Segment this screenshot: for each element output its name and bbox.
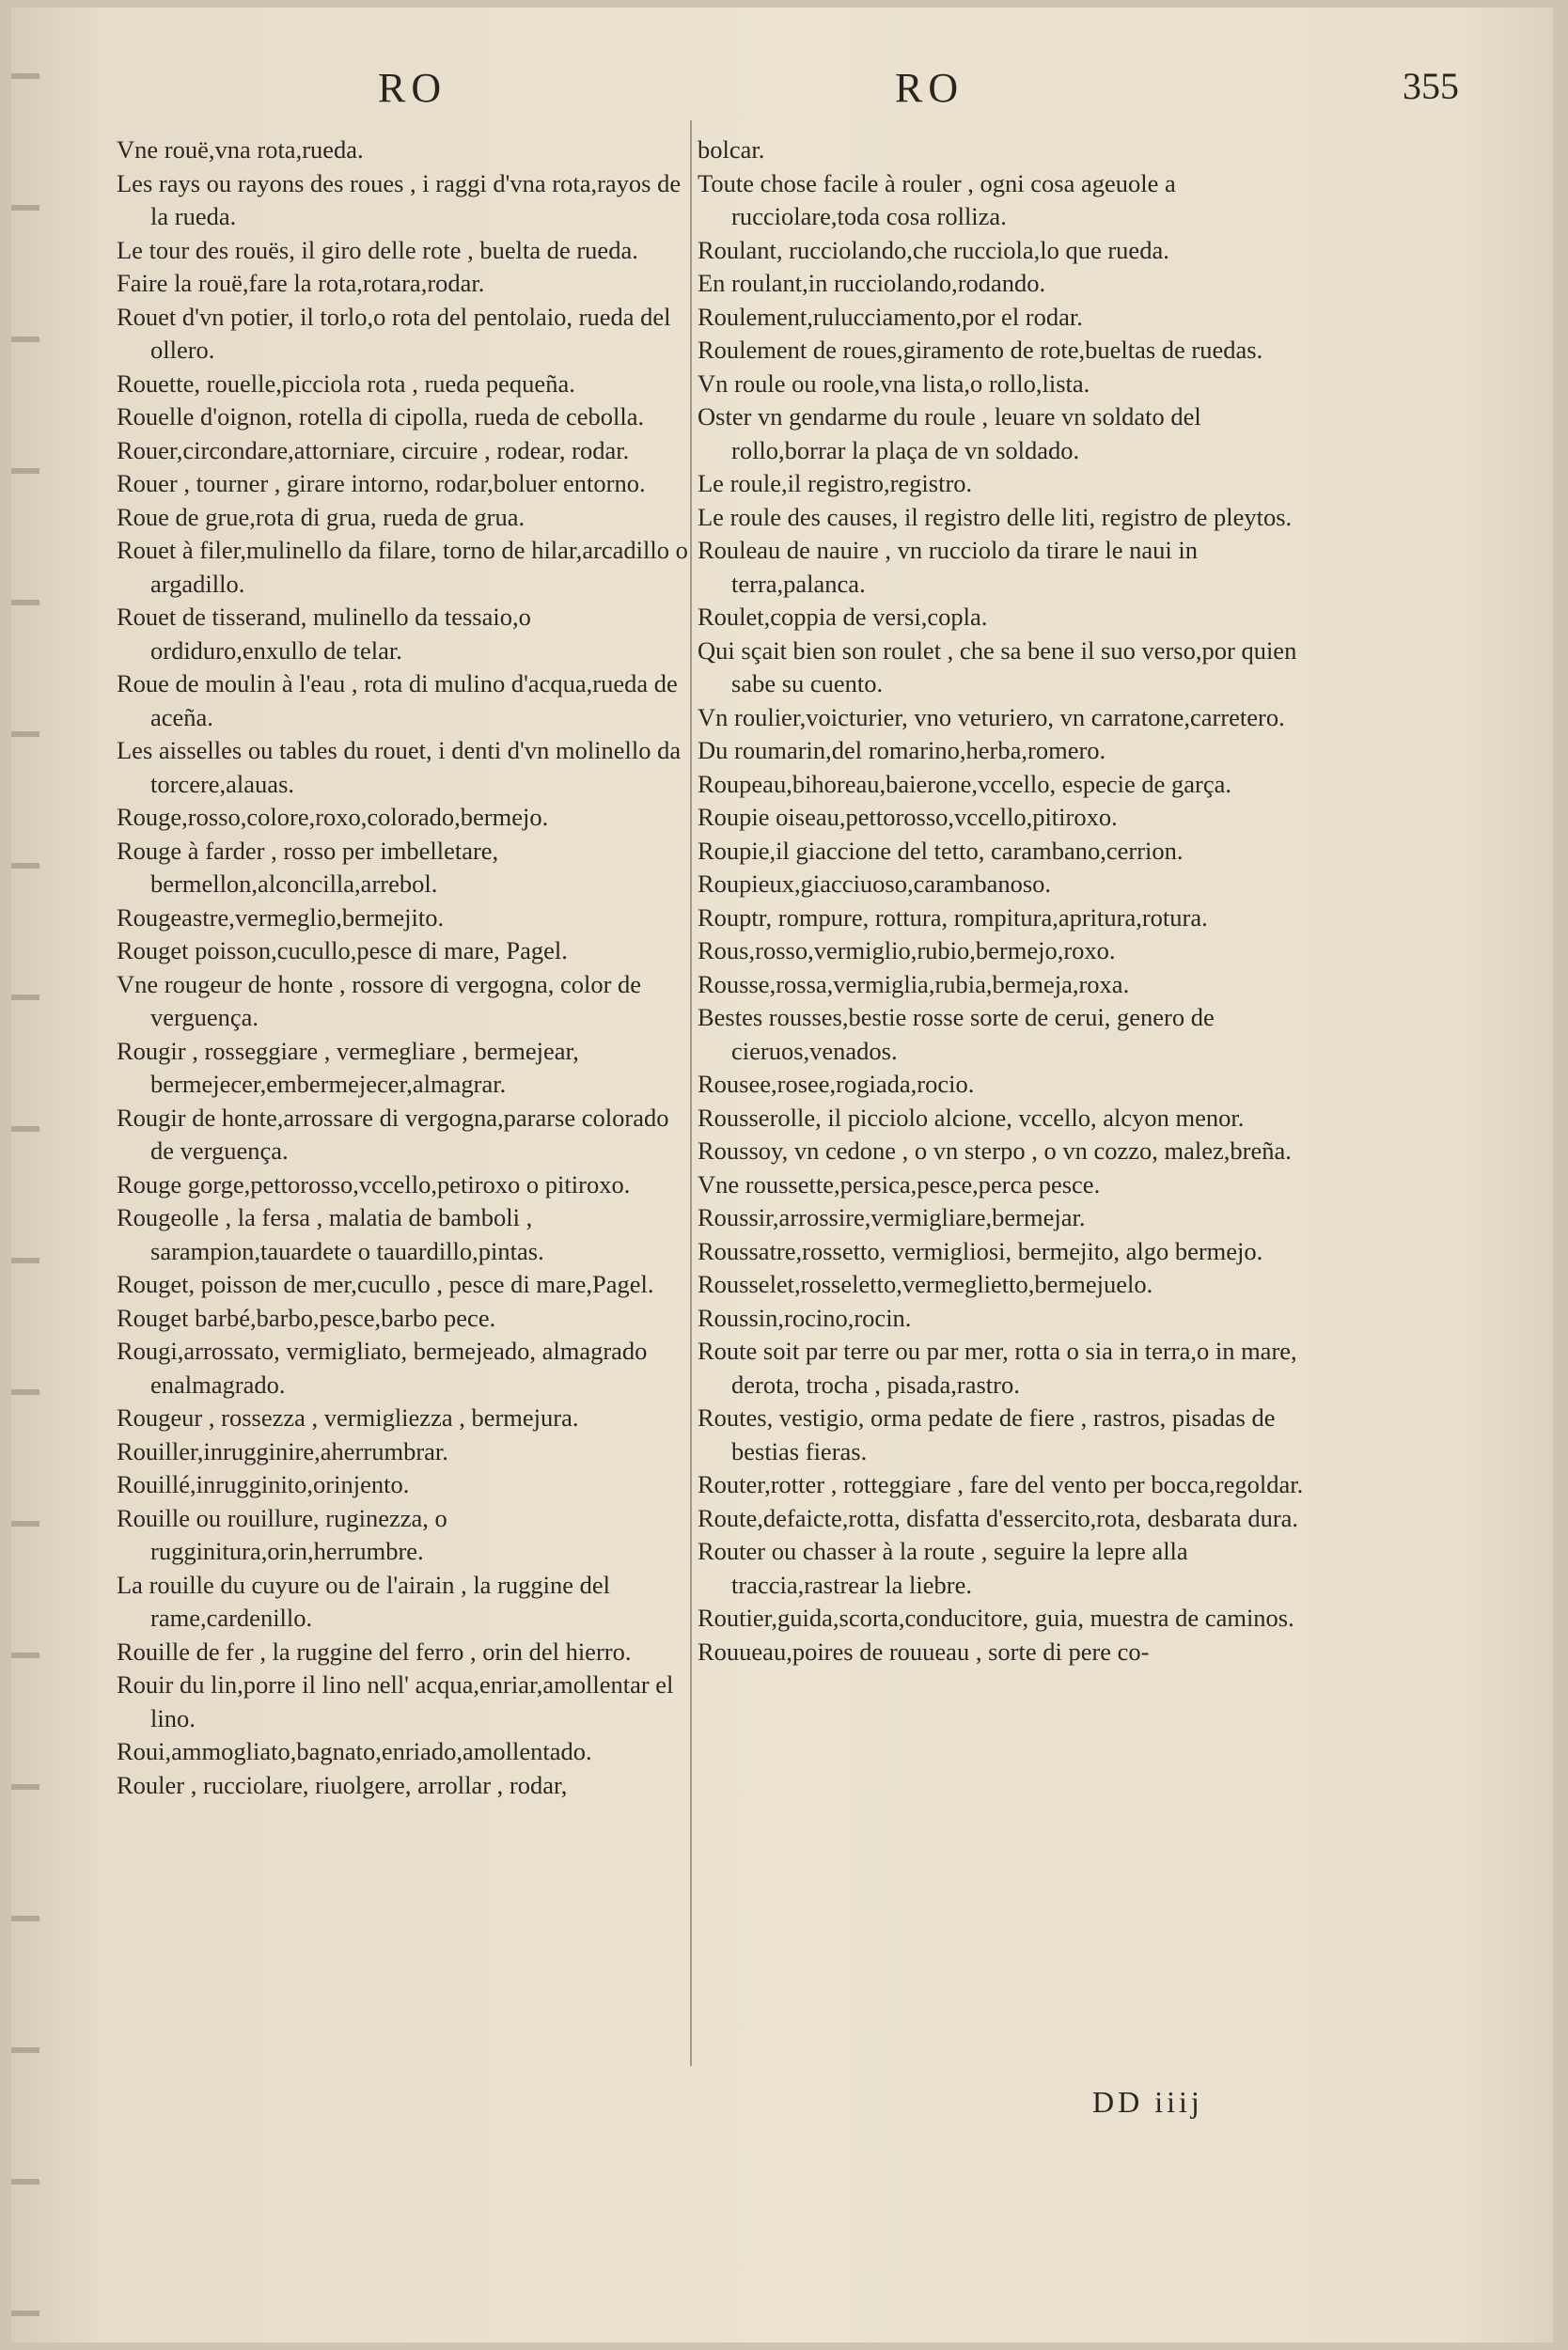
dictionary-entry: Router ou chasser à la route , seguire la lepre alla traccia,rastrear la liebre.: [698, 1537, 1188, 1599]
dictionary-entry: Rouette, rouelle,picciola rota , rueda pequeña.: [117, 368, 575, 398]
dictionary-entry: Rouueau,poires de rouueau , sorte di pere co-: [698, 1637, 1150, 1666]
dictionary-entry: Vne rouë,vna rota,rueda.: [117, 135, 364, 164]
dictionary-entry: Roupie oiseau,pettorosso,vccello,pitiroxo.: [698, 803, 1118, 831]
signature-mark: DD iiij: [1092, 2085, 1203, 2119]
left-column: [117, 133, 692, 1802]
dictionary-entry: Toute chose facile à rouler , ogni cosa ageuole a rucciolare,toda cosa rolliza.: [698, 168, 1176, 230]
dictionary-entry: Rouillé,inrugginito,orinjento.: [117, 1470, 410, 1498]
dictionary-entry: Rouge,rosso,colore,roxo,colorado,bermejo.: [117, 803, 549, 831]
dictionary-entry: Rouet d'vn potier, il torlo,o rota del pentolaio, rueda del ollero.: [117, 302, 671, 364]
dictionary-entry: Le roule des causes, il registro delle liti, registro de pleytos.: [698, 502, 1293, 531]
dictionary-entry: Rouleau de nauire , vn rucciolo da tirare le naui in terra,palanca.: [698, 536, 1199, 598]
dictionary-entry: Rouget barbé,barbo,pesce,barbo pece.: [117, 1303, 496, 1332]
column-divider: [690, 120, 692, 2066]
dictionary-entry: Rouet à filer,mulinello da filare, torno de hilar,arcadillo o argadillo.: [117, 536, 688, 598]
dictionary-entry: Route soit par terre ou par mer, rotta o sia in terra,o in mare, derota, trocha , pisada,rastro.: [698, 1337, 1297, 1399]
dictionary-entry: En roulant,in rucciolando,rodando.: [698, 269, 1046, 297]
dictionary-entry: Roulet,coppia de versi,copla.: [698, 603, 988, 631]
dictionary-entry: Roulement,rulucciamento,por el rodar.: [698, 302, 1083, 331]
dictionary-entry: Le roule,il registro,registro.: [698, 469, 973, 497]
dictionary-entry: Routes, vestigio, orma pedate de fiere , rastros, pisadas de bestias fieras.: [698, 1403, 1276, 1465]
dictionary-entry: Rougi,arrossato, vermigliato, bermejeado, almagrado enalmagrado.: [117, 1337, 648, 1399]
dictionary-entry: Roupeau,bihoreau,baierone,vccello, especie de garça.: [698, 769, 1231, 798]
dictionary-entry: Vn roule ou roole,vna lista,o rollo,lista.: [698, 368, 1090, 398]
dictionary-entry: Rous,rosso,vermiglio,rubio,bermejo,roxo.: [698, 936, 1116, 964]
dictionary-entry: Rousee,rosee,rogiada,rocio.: [698, 1070, 975, 1098]
dictionary-entry: Les aisselles ou tables du rouet, i denti d'vn molinello da torcere,alauas.: [117, 736, 682, 798]
dictionary-entry: Rousserolle, il picciolo alcione, vccello, alcyon menor.: [698, 1103, 1245, 1132]
dictionary-entry: Roussin,rocino,rocin.: [698, 1303, 912, 1332]
dictionary-entry: Rougeur , rossezza , vermigliezza , bermejura.: [117, 1403, 579, 1432]
dictionary-entry: bolcar.: [698, 135, 765, 164]
dictionary-entry: Rouiller,inrugginire,aherrumbrar.: [117, 1436, 448, 1465]
dictionary-entry: Vne roussette,persica,pesce,perca pesce.: [698, 1169, 1101, 1198]
dictionary-entry: Router,rotter , rotteggiare , fare del vento per bocca,regoldar.: [698, 1470, 1304, 1498]
dictionary-entry: Routier,guida,scorta,conducitore, guia, muestra de caminos.: [698, 1604, 1294, 1632]
dictionary-entry: Rougir , rosseggiare , vermegliare , bermejear, bermejecer,embermejecer,almagrar.: [117, 1036, 579, 1098]
dictionary-entry: Rouer,circondare,attorniare, circuire , rodear, rodar.: [117, 435, 630, 464]
dictionary-entry: Roue de grue,rota di grua, rueda de grua.: [117, 502, 525, 531]
dictionary-entry: La rouille du cuyure ou de l'airain , la ruggine del rame,cardenillo.: [117, 1570, 611, 1632]
dictionary-entry: Roussoy, vn cedone , o vn sterpo , o vn cozzo, malez,breña.: [698, 1136, 1292, 1165]
dictionary-entry: Rouille de fer , la ruggine del ferro , orin del hierro.: [117, 1637, 632, 1666]
dictionary-entry: Rougeolle , la fersa , malatia de bamboli , sarampion,tauardete o tauardillo,pintas.: [117, 1203, 544, 1265]
dictionary-entry: Oster vn gendarme du roule , leuare vn soldato del rollo,borrar la plaça de vn soldado.: [698, 402, 1201, 464]
dictionary-entry: Rouet de tisserand, mulinello da tessaio,o ordiduro,enxullo de telar.: [117, 603, 531, 665]
dictionary-entry: Les rays ou rayons des roues , i raggi d'vna rota,rayos de la rueda.: [117, 168, 682, 230]
dictionary-entry: Bestes rousses,bestie rosse sorte de cerui, genero de cieruos,venados.: [698, 1003, 1215, 1065]
dictionary-entry: Vne rougeur de honte , rossore di vergogna, color de verguença.: [117, 969, 642, 1031]
dictionary-entry: Roui,ammogliato,bagnato,enriado,amollentado.: [117, 1737, 592, 1765]
dictionary-entry: Rousselet,rosseletto,vermeglietto,bermejuelo.: [698, 1270, 1153, 1298]
running-head-left: RO: [378, 65, 447, 111]
dictionary-entry: Rousse,rossa,vermiglia,rubia,bermeja,roxa.: [698, 969, 1130, 998]
dictionary-entry: Roupie,il giaccione del tetto, carambano,cerrion.: [698, 836, 1184, 865]
dictionary-entry: Rouptr, rompure, rottura, rompitura,apritura,rotura.: [698, 902, 1208, 932]
right-column: [698, 133, 1318, 1668]
dictionary-entry: Rougir de honte,arrossare di vergogna,pararse colorado de verguença.: [117, 1103, 669, 1165]
book-page: [11, 8, 1553, 2342]
dictionary-entry: Du roumarin,del romarino,herba,romero.: [698, 736, 1106, 764]
dictionary-entry: Rouler , rucciolare, riuolgere, arrollar , rodar,: [117, 1770, 568, 1799]
dictionary-entry: Rouelle d'oignon, rotella di cipolla, rueda de cebolla.: [117, 402, 645, 431]
binding-edge: [11, 8, 39, 2342]
dictionary-entry: Rouer , tourner , girare intorno, rodar,boluer entorno.: [117, 469, 646, 497]
dictionary-entry: Qui sçait bien son roulet , che sa bene il suo verso,por quien sabe su cuento.: [698, 635, 1297, 697]
dictionary-entry: Rouille ou rouillure, ruginezza, o rugginitura,orin,herrumbre.: [117, 1503, 447, 1565]
running-head-right: RO: [895, 65, 964, 111]
dictionary-entry: Roulement de roues,giramento de rote,bueltas de ruedas.: [698, 336, 1263, 364]
dictionary-entry: Le tour des rouës, il giro delle rote , buelta de rueda.: [117, 235, 638, 264]
dictionary-entry: Faire la rouë,fare la rota,rotara,rodar.: [117, 269, 485, 297]
dictionary-entry: Roupieux,giacciuoso,carambanoso.: [698, 870, 1052, 898]
dictionary-entry: Roussir,arrossire,vermigliare,bermejar.: [698, 1203, 1086, 1231]
dictionary-entry: Route,defaicte,rotta, disfatta d'essercito,rota, desbarata dura.: [698, 1503, 1299, 1532]
dictionary-entry: Rouge à farder , rosso per imbelletare, bermellon,alconcilla,arrebol.: [117, 836, 499, 898]
dictionary-entry: Rouge gorge,pettorosso,vccello,petiroxo o pitiroxo.: [117, 1169, 631, 1198]
page-number: 355: [1403, 65, 1459, 107]
dictionary-entry: Vn roulier,voicturier, vno veturiero, vn carratone,carretero.: [698, 702, 1285, 731]
dictionary-entry: Roue de moulin à l'eau , rota di mulino d'acqua,rueda de aceña.: [117, 669, 678, 731]
dictionary-entry: Roussatre,rossetto, vermigliosi, bermejito, algo bermejo.: [698, 1236, 1263, 1265]
dictionary-entry: Rouget poisson,cucullo,pesce di mare, Pagel.: [117, 936, 568, 964]
dictionary-entry: Roulant, rucciolando,che rucciola,lo que rueda.: [698, 235, 1169, 264]
dictionary-entry: Rouget, poisson de mer,cucullo , pesce di mare,Pagel.: [117, 1270, 654, 1298]
dictionary-entry: Rougeastre,vermeglio,bermejito.: [117, 902, 445, 932]
dictionary-entry: Rouir du lin,porre il lino nell' acqua,enriar,amollentar el lino.: [117, 1670, 674, 1732]
